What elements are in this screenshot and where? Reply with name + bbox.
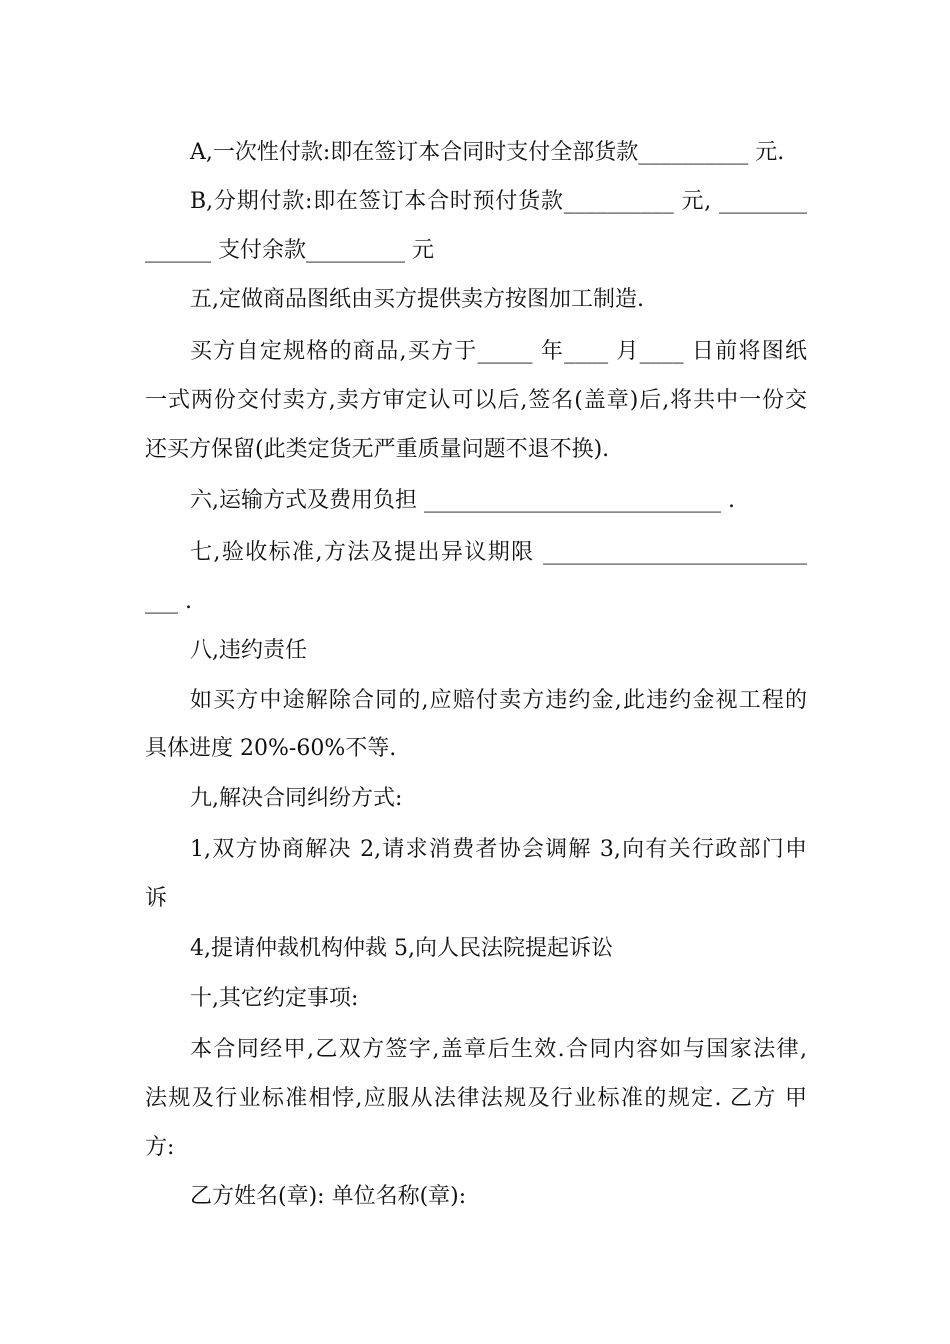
section-5-body: 买方自定规格的商品,买方于_____ 年____ 月____ 日前将图纸 bbox=[190, 339, 807, 364]
section-10-body-continued: 法规及行业标准相悖,应服从法律法规及行业标准的规定. 乙方 甲 bbox=[145, 1086, 807, 1111]
section-5-title: 五,定做商品图纸由买方提供卖方按图加工制造. bbox=[190, 287, 644, 312]
section-10-body: 本合同经甲,乙双方签字,盖章后生效.合同内容如与国家法律, bbox=[190, 1037, 807, 1062]
section-8-body-continued: 具体进度 20%-60%不等. bbox=[145, 736, 397, 761]
section-10-title: 十,其它约定事项: bbox=[190, 986, 359, 1011]
signature-line: 乙方姓名(章): 单位名称(章): bbox=[190, 1184, 467, 1209]
payment-option-b: B,分期付款:即在签订本合时预付货款__________ 元, ________ bbox=[190, 189, 807, 214]
payment-option-b-continued: ______ 支付余款_________ 元 bbox=[145, 238, 434, 263]
section-8-title: 八,违约责任 bbox=[190, 638, 307, 663]
section-9-options-continued: 诉 bbox=[145, 886, 168, 911]
section-5-body-continued: 还买方保留(此类定货无严重质量问题不退不换). bbox=[145, 437, 610, 462]
section-9-title: 九,解决合同纠纷方式: bbox=[190, 786, 403, 811]
section-9-options-2: 4,提请仲裁机构仲裁 5,向人民法院提起诉讼 bbox=[190, 936, 613, 961]
section-6-transport: 六,运输方式及费用负担 ___________________________ . bbox=[190, 488, 735, 513]
section-8-body: 如买方中途解除合同的,应赔付卖方违约金,此违约金视工程的 bbox=[190, 688, 807, 713]
section-5-body-continued: 一式两份交付卖方,卖方审定认可以后,签名(盖章)后,将共中一份交 bbox=[145, 388, 807, 413]
section-9-options: 1,双方协商解决 2,请求消费者协会调解 3,向有关行政部门申 bbox=[190, 837, 807, 862]
payment-option-a: A,一次性付款:即在签订本合同时支付全部货款__________ 元. bbox=[190, 140, 785, 165]
section-7-acceptance: 七,验收标准,方法及提出异议期限 ________________________ bbox=[190, 540, 807, 565]
section-7-acceptance-continued: ___ . bbox=[145, 589, 192, 614]
section-10-body-continued: 方: bbox=[145, 1135, 175, 1160]
